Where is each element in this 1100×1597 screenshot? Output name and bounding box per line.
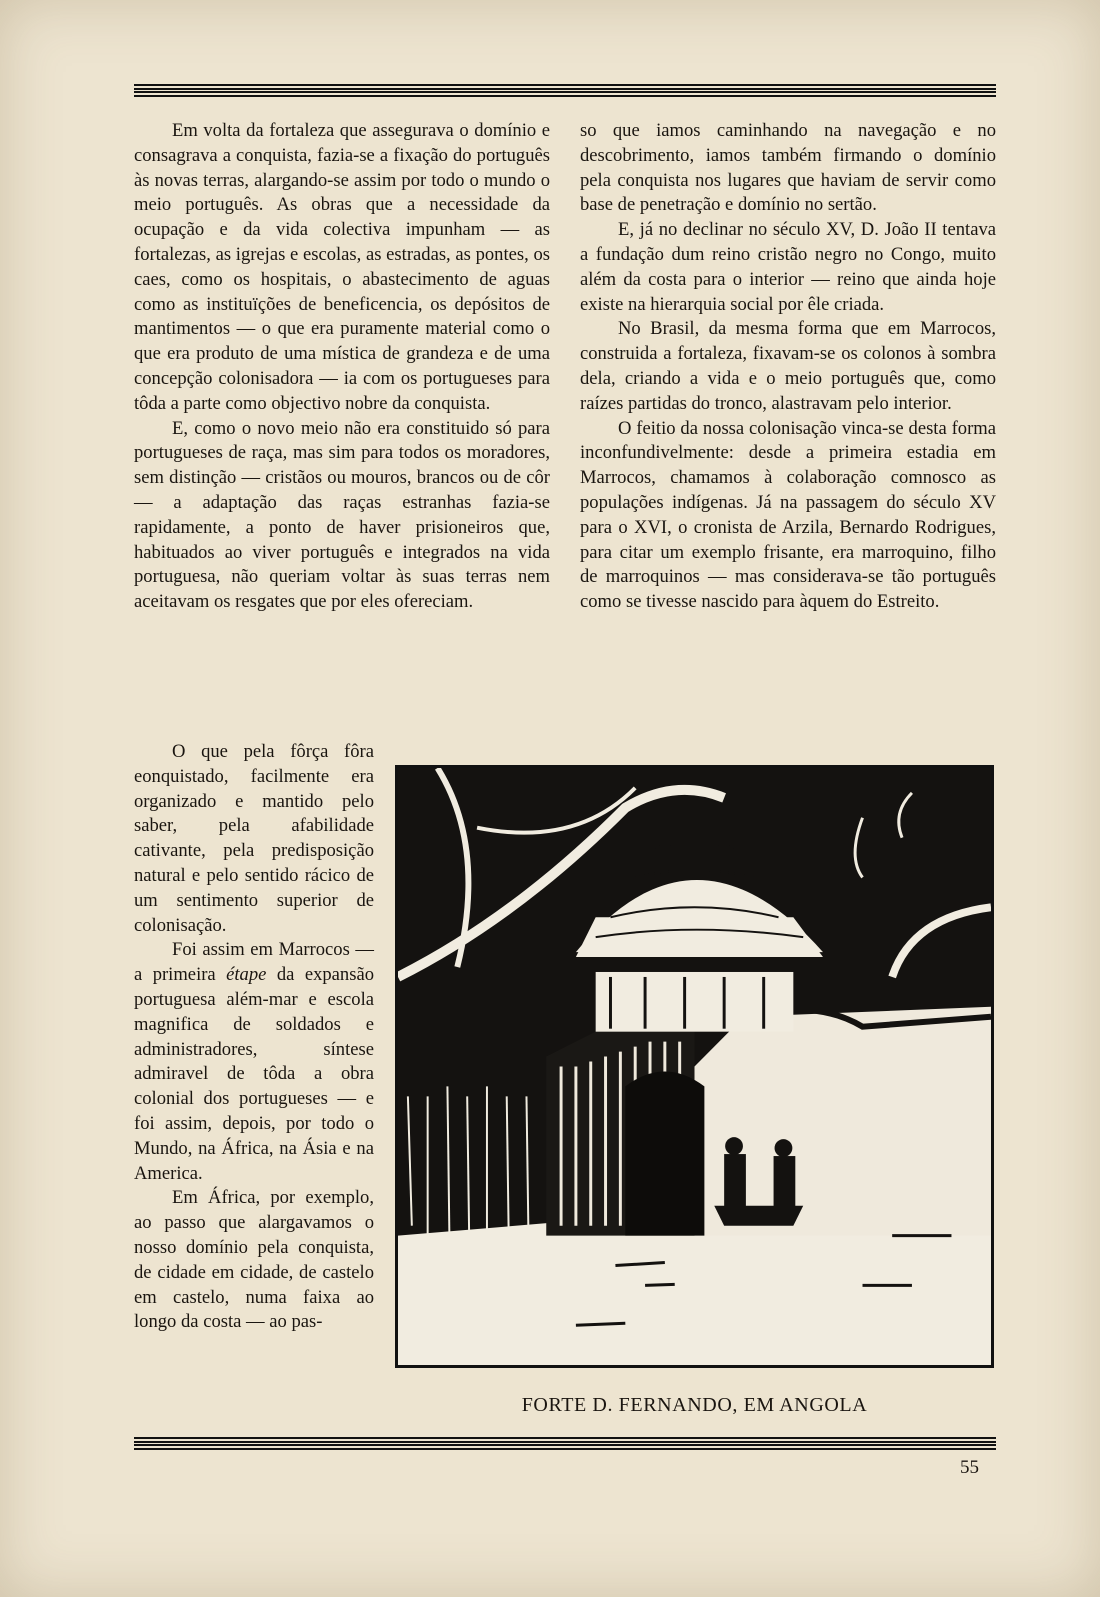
woodcut-illustration — [395, 765, 994, 1368]
paragraph: No Brasil, da mesma forma que em Marrocos, construida a fortaleza, fixavam-se os colonos à sombra dela, criando a vida e o meio português que, como raízes partidas do tronco, alastravam pelo interior. — [580, 318, 996, 414]
paragraph-foi-assim — [134, 938, 374, 1186]
right-column — [580, 119, 996, 615]
figure-caption: FORTE D. FERNANDO, EM ANGOLA — [521, 1394, 868, 1416]
paragraph: Em volta da fortaleza que assegurava o domínio e consagrava a conquista, fazia-se a fixação do português às novas terras, alargando-se assim por todo o mundo o meio português. As obras que a necessidade da ocupação e da vida colectiva impunham — as fortalezas, as igrejas e escolas, as estradas, as pontes, os caes, como os hospitais, o abastecimento de aguas como as instituïções de beneficencia, os depósitos de mantimentos — o que era puramente material como o que era produto de uma mística de grandeza e de uma concepção colonisadora — ia com os portugueses para tôda a parte como objectivo nobre da conquista. — [134, 120, 550, 414]
left-column-top — [134, 119, 550, 615]
paragraph: O que pela fôrça fôra eonquistado, facilmente era organizado e mantido pelo saber, pela afabilidade cativante, pela predisposição natural e pelo sentido rácico de um sentimento superior de colonisação. — [134, 741, 374, 936]
paragraph: so que iamos caminhando na navegação e no descobrimento, iamos também firmando o domínio pela conquista nos lugares que haviam de servir como base de penetração e domínio no sertão. — [580, 120, 996, 216]
text-run: Foi assim em Marrocos — a primeira — [134, 939, 374, 986]
fort-woodcut-image — [398, 768, 991, 1365]
paragraph: E, já no declinar no século XV, D. João II tentava a fundação dum reino cristão negro no Congo, muito além da costa para o interior — reino que ainda hoje existe na hierarquia social por êle criada. — [580, 219, 996, 315]
paragraph: Em África, por exemplo, ao passo que alargavamos o nosso domínio pela conquista, de cidade em cidade, de castelo em castelo, numa faixa ao longo da costa — ao pas- — [134, 1187, 374, 1333]
bottom-double-rule — [134, 1437, 996, 1450]
text-run: da expansão portuguesa além-mar e escola magnifica de soldados e administradores, síntese admiravel de tôda a obra colonial dos portugueses — e foi assim, depois, por todo o Mundo, na África, na Ásia e na America. — [134, 964, 375, 1184]
paragraph: E, como o novo meio não era constituido só para portugueses de raça, mas sim para todos os moradores, sem distinção — cristãos ou mouros, brancos ou de côr — a adaptação das raças estranhas fazia-se rapidamente, a ponto de haver prisioneiros que, habituados ao viver português e integrados na vida portuguesa, não queriam voltar às suas terras nem aceitavam os resgates que por eles ofereciam. — [134, 417, 550, 613]
left-column-narrow — [134, 740, 374, 1335]
top-double-rule — [134, 84, 996, 97]
paragraph: O feitio da nossa colonisação vinca-se desta forma inconfundivelmente: desde a primeira estadia em Marrocos, chamamos à colaboração comnosco as populações indígenas. Já na passagem do século XV para o XVI, o cronista de Arzila, Bernardo Rodrigues, para citar um exemplo frisante, era marroquino, filho de marroquinos — mas considerava-se tão português como se tivesse nascido para àquem do Estreito. — [580, 417, 996, 613]
page-number: 55 — [960, 1457, 979, 1478]
italic-term: étape — [226, 964, 267, 986]
